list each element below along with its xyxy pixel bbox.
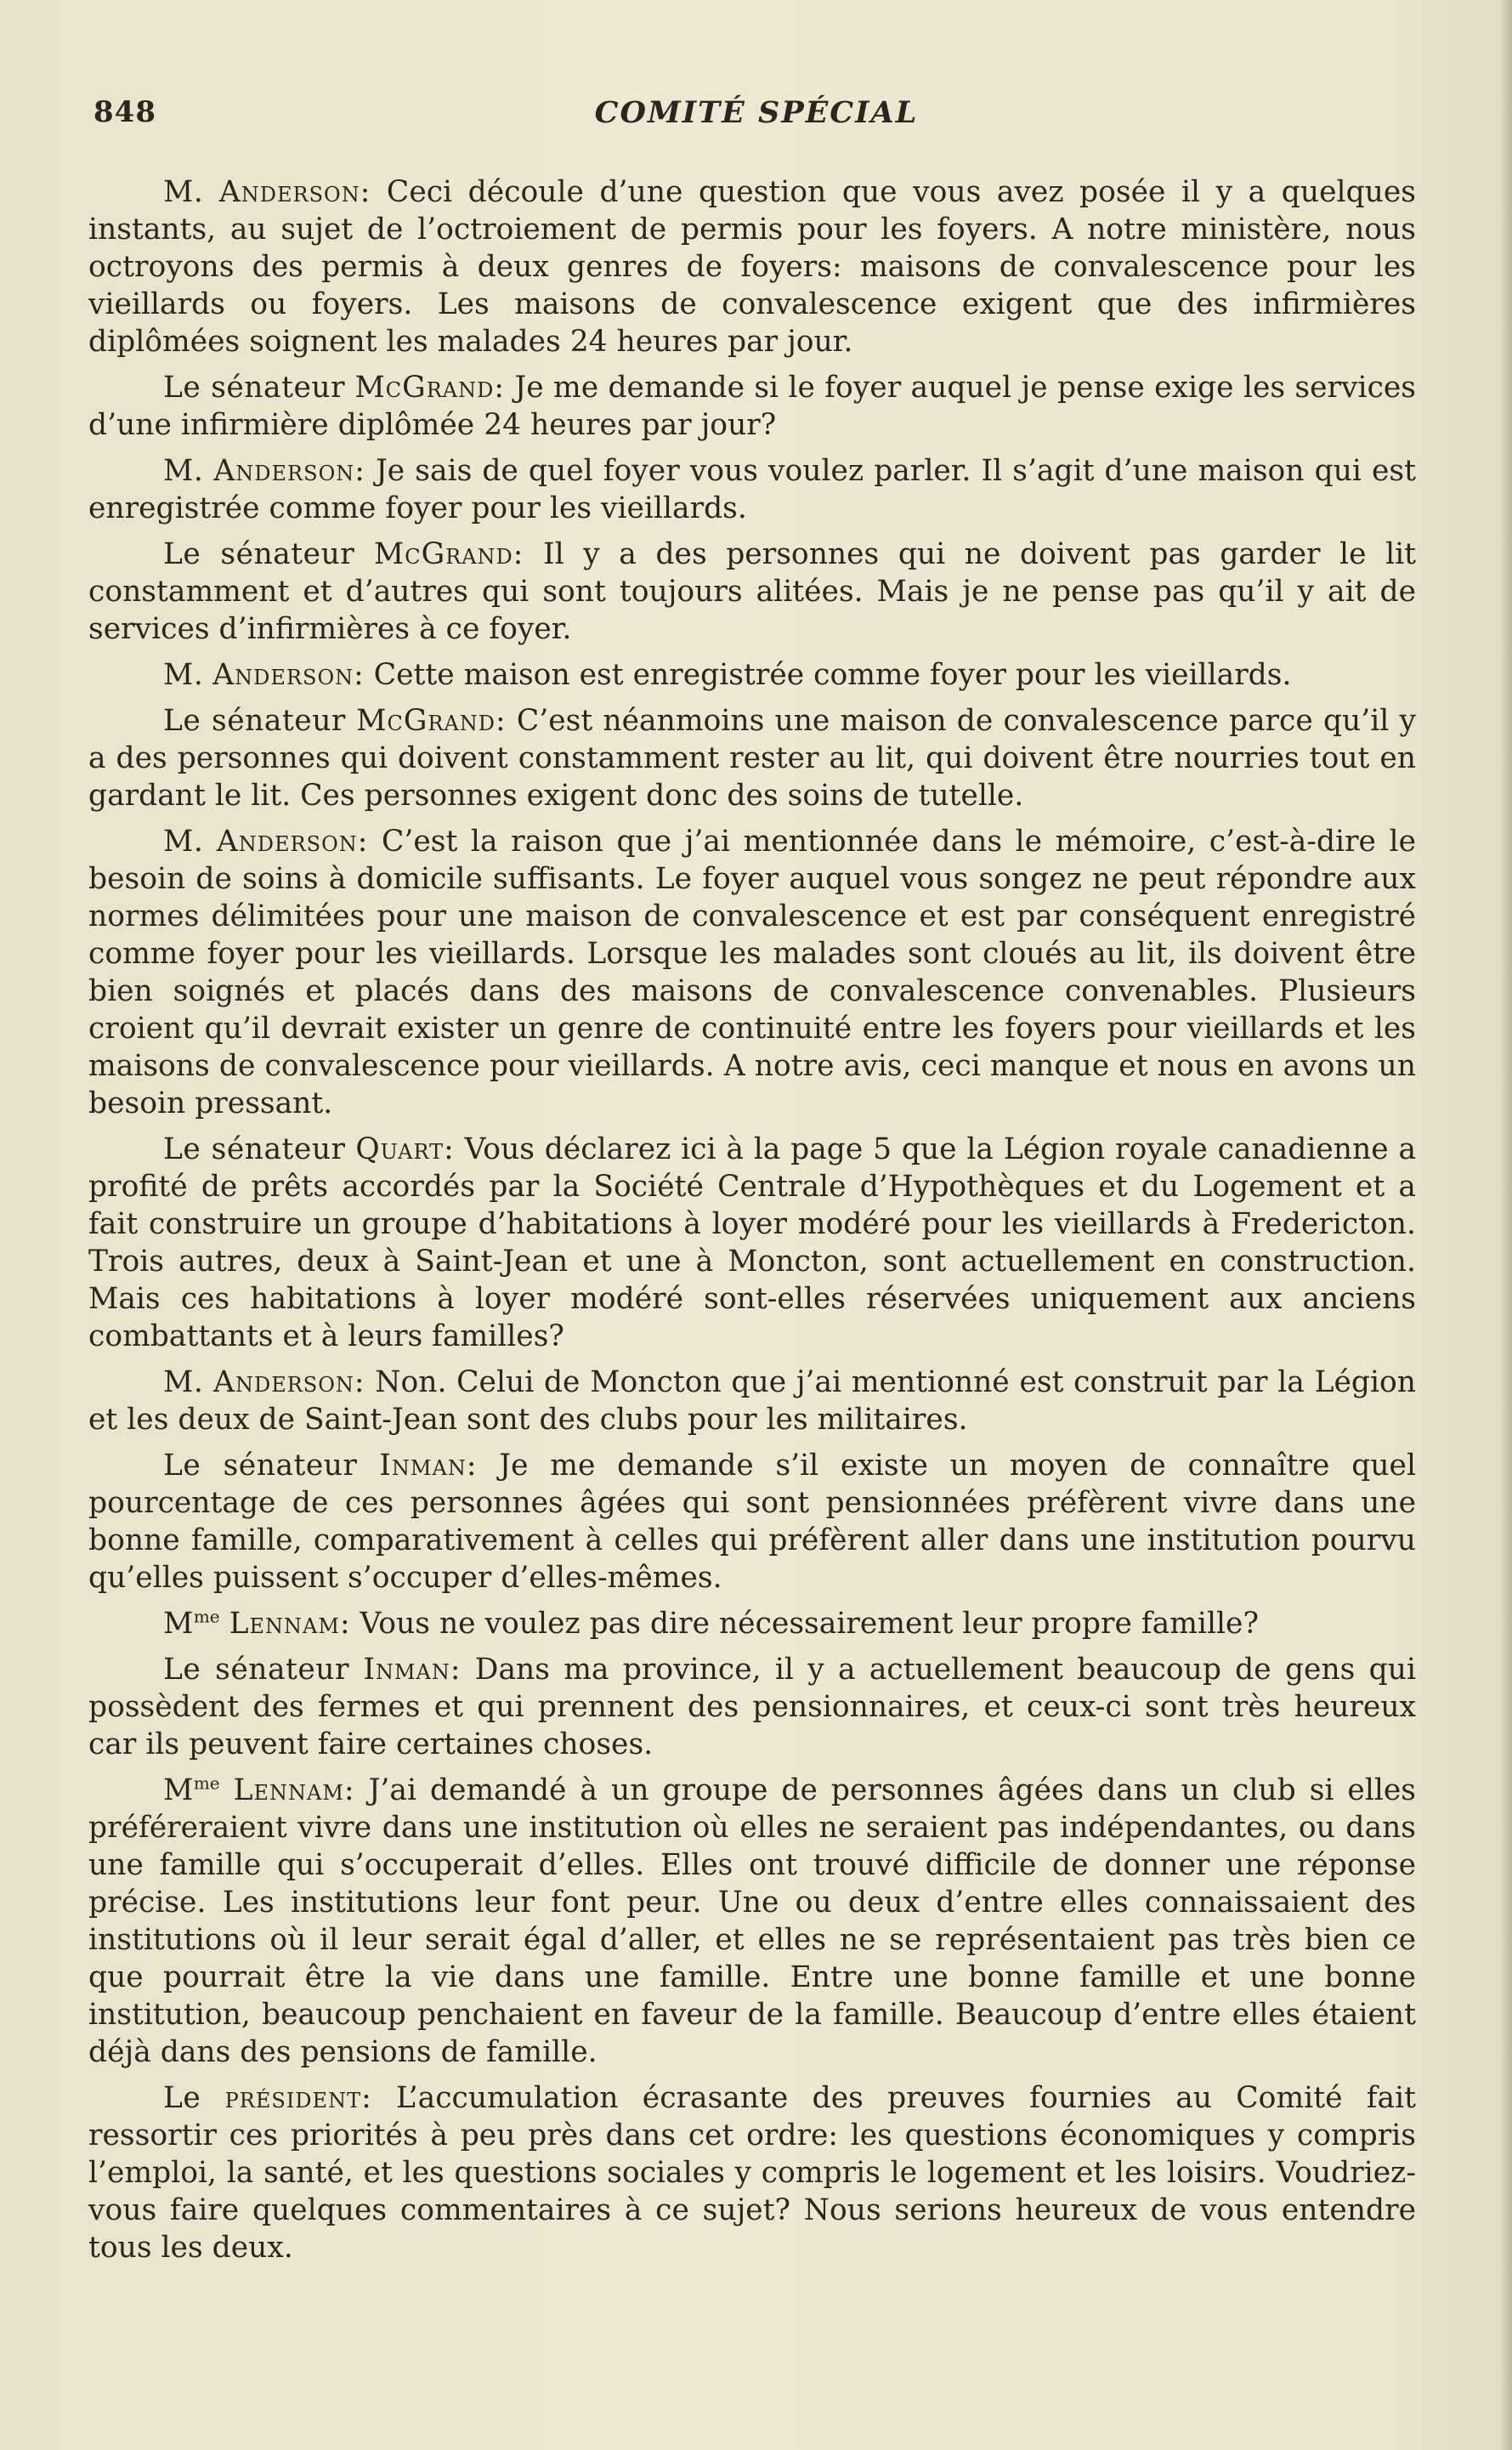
transcript-paragraph xyxy=(88,369,1416,444)
title-superscript: me xyxy=(193,1772,220,1794)
paragraph-text: Je me demande si le foyer auquel je pense exige les services d’une infirmière diplômée 24 heures par jour? xyxy=(88,371,1417,442)
transcript-paragraph xyxy=(88,1651,1416,1763)
title-superscript: me xyxy=(193,1606,220,1627)
speaker-name: Inman: xyxy=(363,1653,462,1687)
speaker-title: Le sénateur xyxy=(163,1449,358,1483)
speaker-name: Lennam: xyxy=(229,1607,351,1641)
speaker-title: Le sénateur xyxy=(163,537,355,571)
paragraph-text: Je sais de quel foyer vous voulez parler. Il s’agit d’une maison qui est enregistrée comme foyer pour les vieillards. xyxy=(88,454,1417,525)
transcript-paragraph xyxy=(88,536,1416,648)
paragraph-text: Ceci découle d’une question que vous avez posée il y a quelques instants, au sujet de l’octroiement de permis pour les foyers. A notre ministère, nous octroyons des permis à deux genres de foyers: maisons de convalescence pour les vieillards ou foyers. Les maisons de convalescence exigent que des infirmières diplômées soignent les malades 24 heures par jour. xyxy=(88,175,1416,359)
speaker-name: Inman: xyxy=(379,1449,478,1483)
transcript-paragraph xyxy=(88,2079,1416,2266)
speaker-name: McGrand: xyxy=(354,371,505,405)
paragraph-text: Dans ma province, il y a actuellement beaucoup de gens qui possèdent des fermes et qui prennent des pensionnaires, et ceux-ci sont très heureux car ils peuvent faire certaines choses. xyxy=(88,1653,1417,1761)
speaker-title: Le sénateur xyxy=(163,371,346,405)
transcript-paragraph xyxy=(88,656,1416,694)
speaker-title: M. xyxy=(163,175,204,209)
transcript-paragraph xyxy=(88,452,1416,527)
transcript-paragraph xyxy=(88,823,1416,1122)
running-title: COMITÉ SPÉCIAL xyxy=(594,95,919,130)
speaker-title: Le sénateur xyxy=(163,1653,350,1687)
speaker-title: M. xyxy=(163,658,204,692)
paragraph-text: Non. Celui de Moncton que j’ai mentionné est construit par la Légion et les deux de Saint-Jean sont des clubs pour les militaires. xyxy=(88,1365,1417,1437)
transcript-paragraph xyxy=(88,702,1416,814)
paragraph-text: Vous ne voulez pas dire nécessairement leur propre famille? xyxy=(360,1607,1259,1641)
transcript-body xyxy=(88,173,1416,2275)
speaker-title: Le sénateur xyxy=(163,1132,346,1166)
transcript-paragraph xyxy=(88,1605,1416,1642)
transcript-paragraph xyxy=(88,1447,1416,1596)
speaker-title: Le xyxy=(163,2081,201,2115)
transcript-paragraph xyxy=(88,1131,1416,1355)
speaker-name: McGrand: xyxy=(373,537,524,571)
speaker-title: M xyxy=(163,1773,194,1807)
speaker-name: Quart: xyxy=(355,1132,455,1166)
paragraph-text: C’est la raison que j’ai mentionnée dans le mémoire, c’est-à-dire le besoin de soins à domicile suffisants. Le foyer auquel vous songez ne peut répondre aux normes délimitées pour une maison de convalescence et est par conséquent enregistré comme foyer pour les vieillards. Lorsque les malades sont cloués au lit, ils doivent être bien soignés et placés dans des maisons de convalescence convenables. Plusieurs croient qu’il devrait exister un genre de continuité entre les foyers pour vieillards et les maisons de convalescence pour vieillards. A notre avis, ceci manque et nous en avons un besoin pressant. xyxy=(88,825,1417,1120)
speaker-title: M xyxy=(163,1607,194,1641)
speaker-name: Anderson: xyxy=(213,1365,365,1399)
transcript-paragraph xyxy=(88,1364,1416,1438)
paragraph-text: Il y a des personnes qui ne doivent pas garder le lit constamment et d’autres qui sont toujours alitées. Mais je ne pense pas qu’il y ait de services d’infirmières à ce foyer. xyxy=(88,537,1417,646)
speaker-name: président: xyxy=(224,2081,372,2115)
page-edge-shadow xyxy=(1500,0,1512,2450)
speaker-name: Anderson: xyxy=(212,658,365,692)
speaker-name: Anderson: xyxy=(218,175,371,209)
page-number: 848 xyxy=(93,95,156,129)
paragraph-text: L’accumulation écrasante des preuves fournies au Comité fait ressortir ces priorités à peu près dans cet ordre: les questions économiques y compris l’emploi, la santé, et les questions sociales y compris le logement et les loisirs. Voudriez-vous faire quelques commentaires à ce sujet? Nous serions heureux de vous entendre tous les deux. xyxy=(88,2081,1417,2265)
speaker-title: Le sénateur xyxy=(163,704,346,738)
speaker-name: McGrand: xyxy=(356,704,507,738)
transcript-paragraph xyxy=(88,1772,1416,2071)
speaker-name: Lennam: xyxy=(233,1773,355,1807)
speaker-title: M. xyxy=(163,825,204,859)
paragraph-text: Je me demande s’il existe un moyen de connaître quel pourcentage de ces personnes âgées qui sont pensionnées préfèrent vivre dans une bonne famille, comparativement à celles qui préfèrent aller dans une institution pourvu qu’elles puissent s’occuper d’elles-mêmes. xyxy=(88,1449,1416,1595)
paragraph-text: J’ai demandé à un groupe de personnes âgées dans un club si elles préféreraient vivre dans une institution où elles ne seraient pas indépendantes, ou dans une famille qui s’occuperait d’elles. Elles ont trouvé difficile de donner une réponse précise. Les institutions leur font peur. Une ou deux d’entre elles connaissaient des institutions où il leur serait égal d’aller, et elles ne se représentaient pas très bien ce que pourrait être la vie dans une famille. Entre une bonne famille et une bonne institution, beaucoup penchaient en faveur de la famille. Beaucoup d’entre elles étaient déjà dans des pensions de famille. xyxy=(88,1773,1417,2069)
transcript-paragraph xyxy=(88,173,1416,360)
speaker-name: Anderson: xyxy=(216,825,369,859)
paragraph-text: C’est néanmoins une maison de convalescence parce qu’il y a des personnes qui doivent constamment rester au lit, qui doivent être nourries tout en gardant le lit. Ces personnes exigent donc des soins de tutelle. xyxy=(88,704,1416,813)
speaker-name: Anderson: xyxy=(213,454,365,488)
speaker-title: M. xyxy=(163,1365,204,1399)
paragraph-text: Cette maison est enregistrée comme foyer pour les vieillards. xyxy=(373,658,1292,692)
page-header xyxy=(93,95,1419,138)
paragraph-text: Vous déclarez ici à la page 5 que la Légion royale canadienne a profité de prêts accordés par la Société Centrale d’Hypothèques et du Logement et a fait construire un groupe d’habitations à loyer modéré pour les vieillards à Fredericton. Trois autres, deux à Saint-Jean et une à Moncton, sont actuellement en construction. Mais ces habitations à loyer modéré sont-elles réservées uniquement aux anciens combattants et à leurs familles? xyxy=(88,1132,1417,1353)
speaker-title: M. xyxy=(163,454,204,488)
